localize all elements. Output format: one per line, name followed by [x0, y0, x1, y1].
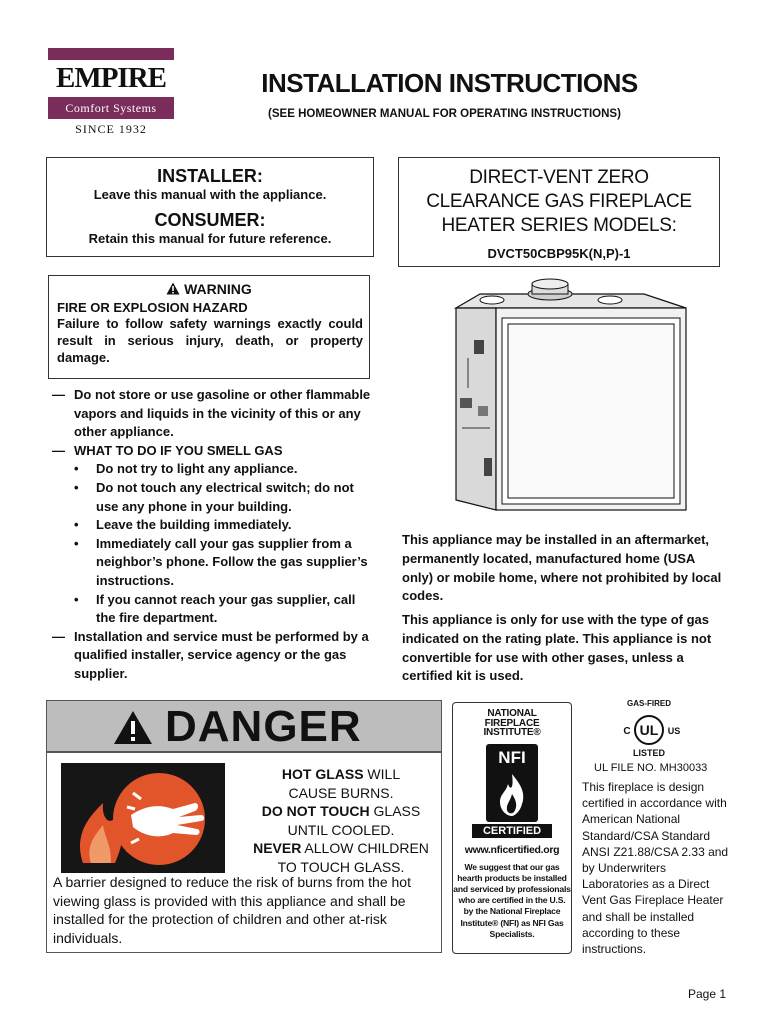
gas-type-notice: This appliance is only for use with the type of gas indicated on the rating plate. This appliance is not convertible for use with other gases, unless a certified kit is used. [402, 612, 712, 684]
logo-top-bar [48, 48, 174, 60]
models-line-2: CLEARANCE GAS FIREPLACE [426, 191, 692, 212]
ul-us: US [667, 726, 681, 736]
nfi-certified: CERTIFIED [472, 824, 552, 838]
warning-text: Failure to follow safety warnings exactly could result in serious injury, death, or property damage. [57, 316, 363, 365]
warning-list-item [52, 442, 372, 461]
consumer-heading: CONSUMER: [154, 210, 266, 230]
fireplace-illustration [440, 278, 690, 520]
document-subtitle: (SEE HOMEOWNER MANUAL FOR OPERATING INSTRUCTIONS) [268, 108, 621, 120]
warning-hazard: FIRE OR EXPLOSION HAZARD [57, 300, 248, 315]
logo-since: SINCE 1932 [75, 122, 147, 136]
nfi-letters: NFI [498, 747, 526, 767]
ul-c: C [623, 726, 631, 737]
ul-listed: LISTED [632, 748, 666, 758]
nfi-name: NATIONAL FIREPLACE INSTITUTE® [483, 708, 541, 738]
hot-glass-warning [243, 765, 439, 876]
warning-list-item [52, 479, 372, 516]
barrier-text: A barrier designed to reduce the risk of burns from the hot viewing glass is provided with this appliance and shall be installed for the protection of children and other at-risk individuals. [53, 874, 411, 946]
list-marker: — [52, 442, 65, 458]
nfi-suggestion: We suggest that our gas hearth products be installed and serviced by professionals who are certified in the U.S. by the National Fireplace Institute® (NFI) as NFI Gas Specialists. [453, 861, 571, 939]
danger-header [47, 701, 441, 753]
flame-icon [486, 744, 538, 822]
list-item-text: Do not try to light any appliance. [96, 461, 298, 477]
warning-list-item [52, 386, 372, 442]
ul-certification-text: This fireplace is design certified in accordance with American National Standard/CSA Standard ANSI Z21.88/CSA 2.33 and by Underwriters Laboratories as a Direct Vent Gas Fireplace Heater and shall be installed according to these instructions. [582, 780, 729, 957]
warning-list [52, 386, 372, 684]
hot-line-6: TO TOUCH GLASS. [277, 858, 405, 875]
hot-line-5: NEVER ALLOW CHILDREN [253, 840, 429, 856]
ul-file-number: UL FILE NO. MH30033 [594, 762, 708, 774]
ul-logo-text: UL [639, 722, 659, 738]
list-marker: • [74, 517, 79, 533]
document-title: INSTALLATION INSTRUCTIONS [261, 68, 638, 98]
list-item-text: Do not store or use gasoline or other flammable vapors and liquids in the vicinity of this or any other appliance. [74, 387, 371, 440]
hot-line-3: DO NOT TOUCH GLASS [261, 803, 421, 819]
list-item-text: WHAT TO DO IF YOU SMELL GAS [74, 442, 283, 458]
warning-heading-row [49, 281, 369, 297]
warning-list-item [52, 516, 372, 535]
hot-line-2: CAUSE BURNS. [288, 784, 394, 801]
danger-box [46, 700, 442, 953]
list-item-text: Do not touch any electrical switch; do not use any phone in your building. [96, 479, 354, 514]
list-item-text: Installation and service must be performed by a qualified installer, service agency or the gas supplier. [74, 628, 369, 681]
logo-brand: EMPIRE [56, 62, 166, 94]
hot-glass-pictogram [61, 763, 225, 873]
list-marker: — [52, 387, 65, 402]
installer-text: Leave this manual with the appliance. [93, 187, 327, 202]
warning-list-item [52, 460, 372, 479]
list-marker: — [52, 628, 65, 644]
mobile-home-notice: This appliance may be installed in an aftermarket, permanently located, manufactured home (USA only) or mobile home, where not prohibited by local codes. [402, 532, 722, 604]
list-item-text: If you cannot reach your gas supplier, call the fire department. [96, 591, 356, 626]
warning-heading: WARNING [184, 281, 252, 297]
ul-gas-fired: GAS-FIRED [627, 699, 671, 708]
list-item-text: Leave the building immediately. [96, 517, 292, 533]
hot-line-1: HOT GLASS WILL [281, 766, 401, 782]
list-marker: • [74, 479, 79, 495]
consumer-text: Retain this manual for future reference. [88, 231, 332, 246]
models-line-3: HEATER SERIES MODELS: [441, 215, 677, 236]
installer-heading: INSTALLER: [157, 166, 263, 186]
list-marker: • [74, 591, 79, 607]
warning-list-item [52, 591, 372, 628]
danger-triangle-icon [113, 710, 153, 745]
danger-heading: DANGER [165, 702, 362, 751]
nfi-logo [486, 744, 538, 822]
list-item-text: Immediately call your gas supplier from a neighbor’s phone. Follow the gas supplier’s instructions. [96, 535, 368, 588]
warning-box [48, 275, 370, 379]
nfi-url[interactable]: www.nficertified.org [464, 843, 560, 856]
models-box [398, 157, 720, 267]
empire-logo [48, 48, 174, 142]
list-marker: • [74, 461, 79, 477]
list-marker: • [74, 535, 79, 551]
page-number: Page 1 [688, 987, 727, 1001]
warning-triangle-icon [166, 282, 180, 295]
burn-hand-icon [61, 763, 225, 873]
ul-listed-mark [604, 698, 694, 760]
installer-consumer-box [46, 157, 374, 257]
models-line-1: DIRECT-VENT ZERO [469, 167, 649, 188]
logo-subbrand: Comfort Systems [65, 101, 157, 115]
nfi-badge [452, 702, 572, 954]
model-number: DVCT50CBP95K(N,P)-1 [487, 246, 631, 261]
warning-list-item [52, 628, 372, 684]
warning-list-item [52, 535, 372, 591]
hot-line-4: UNTIL COOLED. [287, 821, 395, 838]
